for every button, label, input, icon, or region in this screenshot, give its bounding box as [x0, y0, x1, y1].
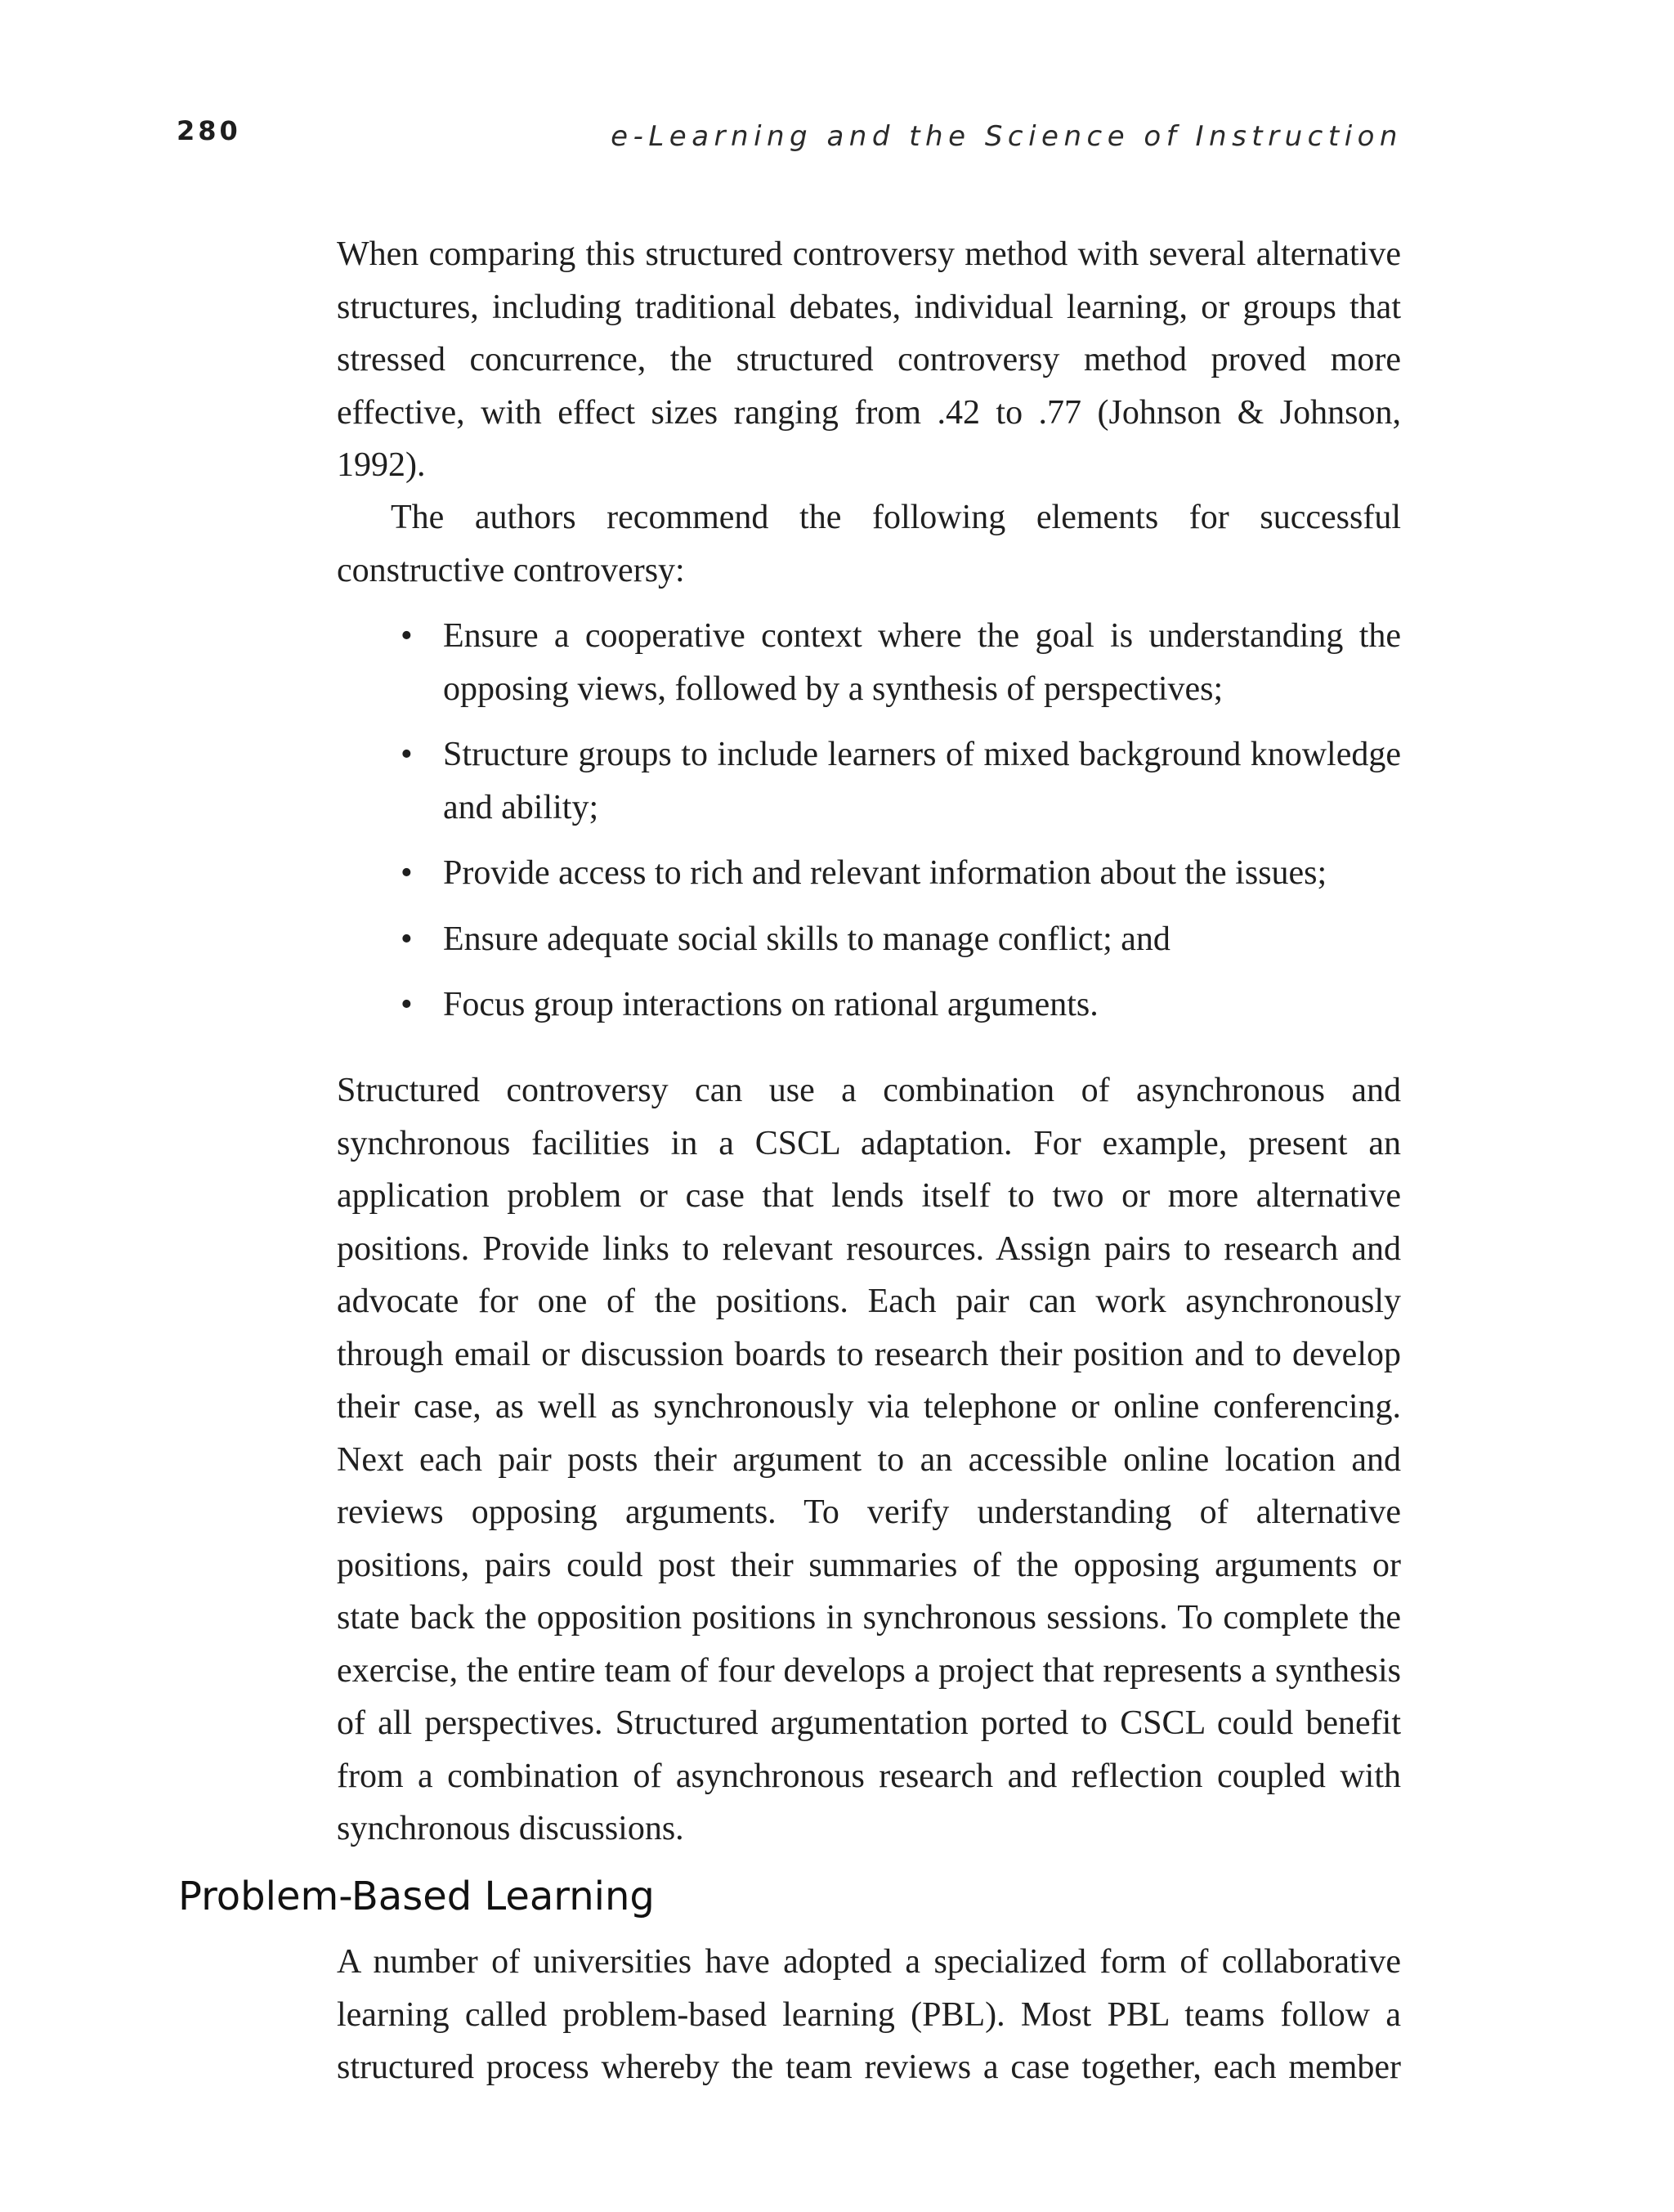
list-item [337, 610, 1401, 715]
list-item-text: Provide access to rich and relevant information about the issues; [443, 854, 1327, 892]
paragraph-recommendations-intro: The authors recommend the following elements for successful constructive controversy: [337, 499, 1401, 589]
list-item [337, 728, 1401, 834]
paragraph-cscl-adaptation: Structured controversy can use a combination of asynchronous and synchronous facilities in a CSCL adaptation. For example, present an application problem or case that lends itself to two or more alternative positions. Provide links to relevant resources. Assign pairs to research and advocate for one of the positions. Each pair can work asynchronously through email or discussion boards to research their position and to develop their case, as well as synchronously via telephone or online conferencing. Next each pair posts their argument to an accessible online location and reviews opposing arguments. To verify understanding of alternative positions, pairs could post their summaries of the opposing arguments or state back the opposition positions in synchronous sessions. To complete the exercise, the entire team of four develops a project that represents a synthesis of all perspectives. Structured argumentation ported to CSCL could benefit from a combination of asynchronous research and reflection coupled with synchronous discussions. [337, 1072, 1401, 1847]
bullet-icon: • [401, 617, 413, 655]
bullet-icon: • [401, 920, 413, 958]
recommendations-list [337, 610, 1401, 1045]
list-item-text: Ensure adequate social skills to manage conflict; and [443, 920, 1170, 958]
paragraph-structured-controversy-effectiveness: When comparing this structured controversy method with several alternative structures, including traditional debates, individual learning, or groups that stressed concurrence, the structured controversy method proved more effective, with effect sizes ranging from .42 to .77 (Johnson & Johnson, 1992). [337, 235, 1401, 484]
paragraph-problem-based-learning: A number of universities have adopted a specialized form of collaborative learning called problem-based learning (PBL). Most PBL teams follow a structured process whereby the team reviews a case together, each member [337, 1943, 1401, 2086]
list-item-text: Ensure a cooperative context where the goal is understanding the opposing views, followed by a synthesis of perspectives; [443, 617, 1401, 708]
list-item [337, 913, 1401, 966]
list-item-text: Structure groups to include learners of mixed background knowledge and ability; [443, 736, 1401, 826]
list-item [337, 978, 1401, 1032]
list-item [337, 847, 1401, 900]
bullet-icon: • [401, 736, 413, 773]
bullet-icon: • [401, 986, 413, 1023]
section-heading: Problem-Based Learning [178, 1874, 655, 1919]
page-number: 280 [177, 115, 241, 146]
list-item-text: Focus group interactions on rational arguments. [443, 986, 1099, 1023]
running-header-title: e-Learning and the Science of Instruction [611, 120, 1403, 153]
bullet-icon: • [401, 854, 413, 892]
